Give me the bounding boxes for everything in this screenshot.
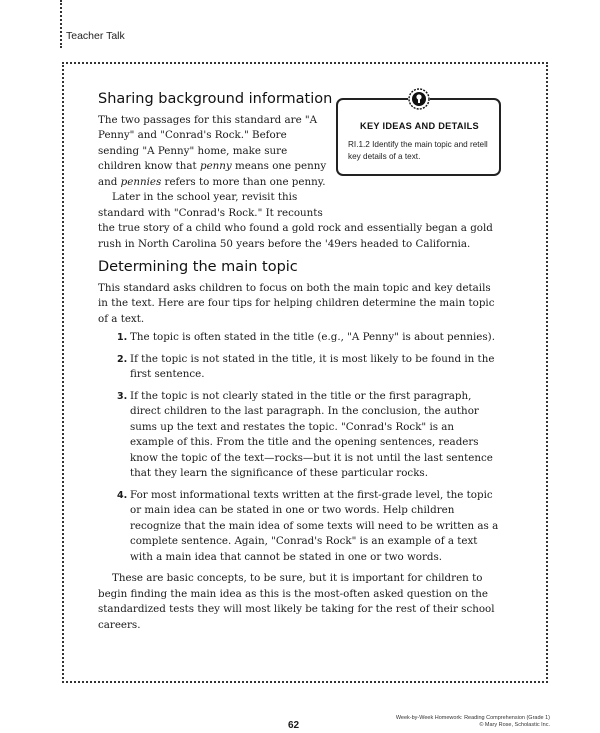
credit-line-copyright: © Mary Rose, Scholastic Inc. [479,722,550,728]
list-item-text: If the topic is not clearly stated in the title or the first paragraph, direct children to the last paragraph. In the conclusion, the author sums up the text and restates the topic. "Conrad's Rock" is an example of this. From the title and the opening sentences, readers know the topic of the text—rocks—but it is not until the last sentence that they learn the significance of these particular rocks. [130,389,493,479]
credit-line-title: Week-by-Week Homework: Reading Comprehension (Grade 1) [395,715,550,721]
list-item-number: 2. [117,353,128,365]
list-item-text: For most informational texts written at the first-grade level, the topic or main idea can be stated in one or two words. Help children recognize that the main idea of some texts will need to be written as a complete sentence. Again, "Conrad's Rock" is an example of a text with a main idea that cannot be stated in one or two words. [130,488,499,563]
main-topic-intro: This standard asks children to focus on both the main topic and key details in the text. Here are four tips for helping children determine the main topic of a text. [98,281,495,325]
list-item-number: 1. [117,332,128,343]
list-item-number: 4. [117,489,128,501]
section-label: Teacher Talk [66,30,125,42]
list-item [117,389,500,482]
footer-credits [396,715,550,729]
section-heading-main-topic: Determining the main topic [98,259,298,275]
main-content [98,92,500,633]
tips-list [98,330,500,565]
callout-title: KEY IDEAS AND DETAILS [360,121,479,131]
page-number: 62 [288,720,300,731]
section-heading-background: Sharing background information [98,91,333,107]
background-paragraph-1: The two passages for this standard are "A Penny" and "Conrad's Rock." Before sending "A Penny" home, make sure children know that penny means one penny and pennies refers to more than one penny. [98,113,327,188]
side-dotted-rule [60,0,62,48]
list-item-text: The topic is often stated in the title (e.g., "A Penny" is about pennies). [130,331,495,343]
closing-paragraph: These are basic concepts, to be sure, but it is important for children to begin finding the main idea as this is the most-often asked question on the standardized tests they will most likely be taking for the rest of their school careers. [98,572,495,631]
background-paragraph-2a: Later in the school year, revisit this standard with "Conrad's Rock." It recounts [98,191,323,219]
list-item [117,352,500,383]
list-item-text: If the topic is not stated in the title, it is most likely to be found in the first sentence. [130,352,495,380]
callout-standard-text: RI.1.2 Identify the main topic and retell key details of a text. [348,140,488,161]
list-item-number: 3. [117,390,128,402]
list-item [117,330,500,346]
background-paragraph-2b: the true story of a child who found a gold rock and essentially began a gold rush in North Carolina 50 years before the '49ers headed to California. [98,222,493,250]
list-item [117,488,500,566]
